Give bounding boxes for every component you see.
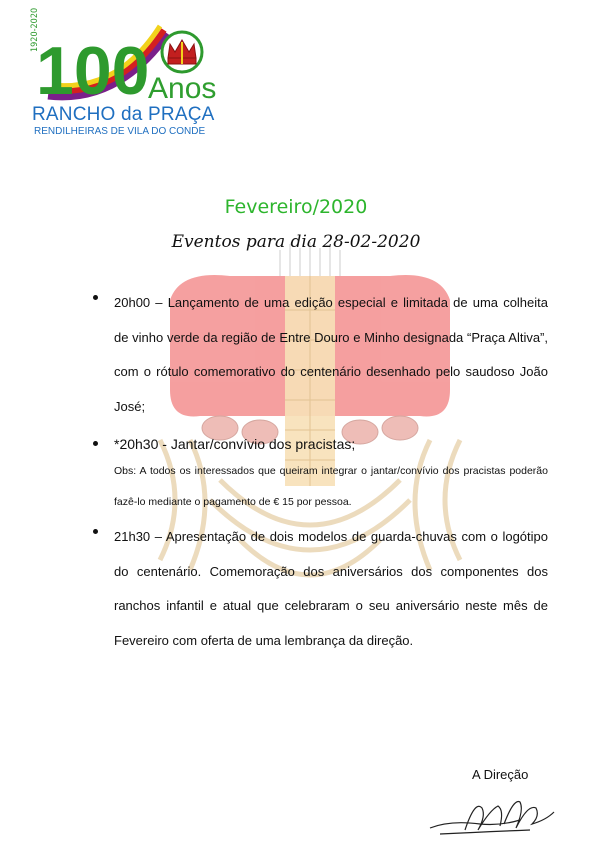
event-text: 21h30 – Apresentação de dois modelos de guarda-chuvas com o logótipo do centenário. Comemoração dos aniversários dos componentes dos ranchos infantil e atual que celebraram o seu aniversário neste mês de Fevereiro com oferta de uma lembrança da direção. — [114, 529, 548, 648]
signature-image — [420, 790, 568, 842]
svg-text:100: 100 — [36, 33, 150, 109]
events-list — [90, 286, 548, 658]
logo-name: RANCHO da PRAÇA — [32, 104, 215, 125]
event-note: Obs: A todos os interessados que queiram integrar o jantar/convívio dos pracistas poderão fazê-lo mediante o pagamento de € 15 por pessoa. — [114, 465, 548, 508]
signature-label: A Direção — [472, 767, 529, 782]
event-text: *20h30 - Jantar/convívio dos pracistas; — [114, 436, 356, 452]
page-subtitle: Eventos para dia 28-02-2020 — [171, 232, 421, 252]
logo — [18, 7, 218, 140]
list-item — [90, 286, 548, 424]
list-item — [90, 432, 548, 456]
bullet — [93, 529, 98, 534]
event-text: 20h00 – Lançamento de uma edição especial e limitada de uma colheita de vinho verde da região de Entre Douro e Minho designada “Praça Altiva”, com o rótulo comemorativo do centenário desenhado pelo saudoso João José; — [114, 295, 548, 414]
list-item — [90, 520, 548, 658]
logo-years: 1920-2020 — [30, 7, 40, 52]
bullet — [93, 441, 98, 446]
bullet — [93, 295, 98, 300]
month-title: Fevereiro/2020 — [224, 196, 368, 218]
logo-anos: Anos — [148, 72, 217, 105]
logo-subtitle: RENDILHEIRAS DE VILA DO CONDE — [34, 126, 206, 137]
